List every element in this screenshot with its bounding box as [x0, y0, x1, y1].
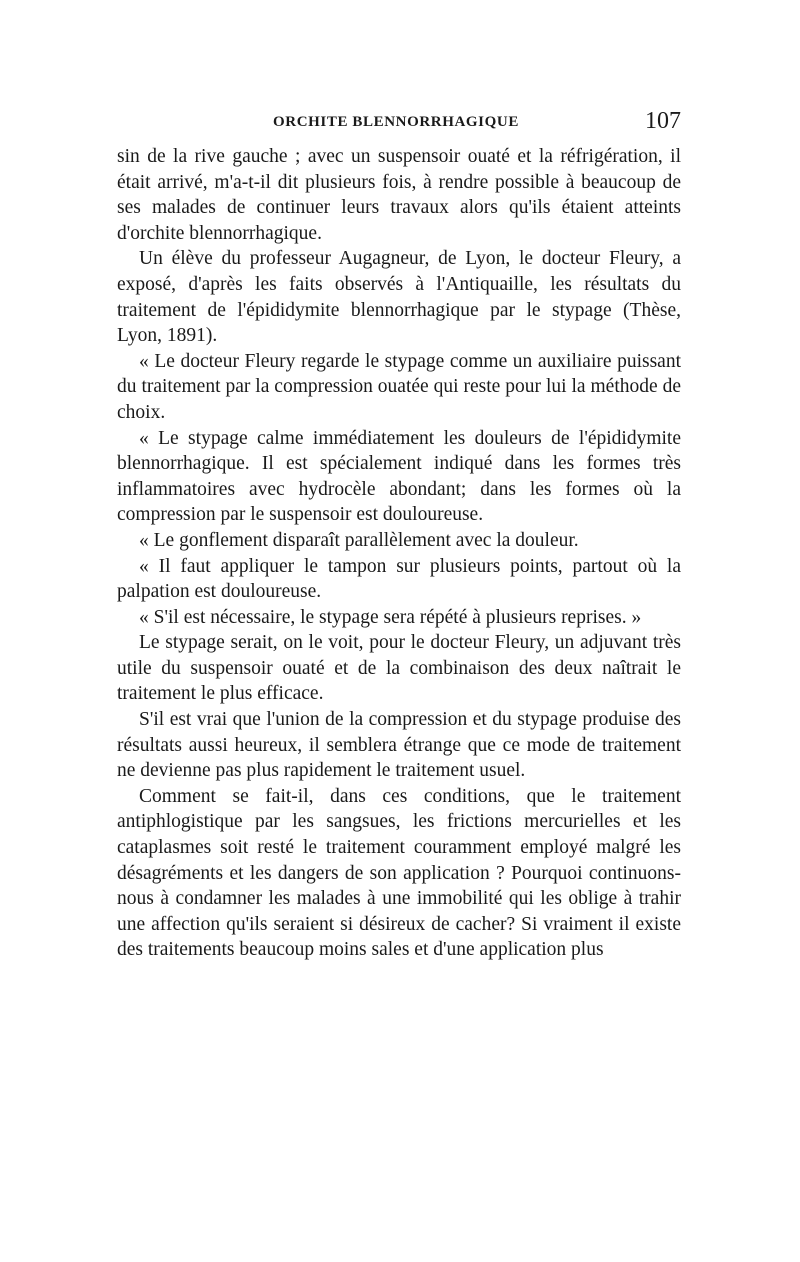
book-page [117, 108, 681, 963]
quote-paragraph: « Le stypage calme immédiatement les douleurs de l'épididymite blennorrhagique. Il est spécialement indiqué dans les formes très inflammatoires avec hydrocèle abondant; dans les formes où la compression par le suspensoir est douloureuse. [117, 427, 681, 526]
paragraph: Un élève du professeur Augagneur, de Lyon, le docteur Fleury, a exposé, d'après les faits observés à l'Antiquaille, les résultats du traitement de l'épididymite blennorrhagique par le stypage (Thèse, Lyon, 1891). [117, 248, 681, 347]
paragraph: Le stypage serait, on le voit, pour le docteur Fleury, un adjuvant très utile du suspensoir ouaté et de la combinaison des deux naîtrait le traitement le plus efficace. [117, 632, 681, 705]
paragraph: S'il est vrai que l'union de la compression et du stypage produise des résultats aussi heureux, il semblera étrange que ce mode de traitement ne devienne pas plus rapidement le traitement usuel. [117, 709, 681, 782]
quote-paragraph: « Le docteur Fleury regarde le stypage comme un auxiliaire puissant du traitement par la compression ouatée qui reste pour lui la méthode de choix. [117, 350, 681, 423]
quote-paragraph: « S'il est nécessaire, le stypage sera répété à plusieurs reprises. » [139, 606, 642, 628]
body-text [117, 144, 681, 963]
paragraph-continuation: sin de la rive gauche ; avec un suspensoir ouaté et la réfrigération, il était arrivé, m'a-t-il dit plusieurs fois, à rendre possible à beaucoup de ses malades de continuer leurs travaux alors qu'ils étaient atteints d'orchite blennorrhagique. [117, 146, 681, 244]
quote-paragraph: « Le gonflement disparaît parallèlement avec la douleur. [139, 529, 579, 551]
page-number: 107 [645, 108, 681, 134]
quote-paragraph: « Il faut appliquer le tampon sur plusieurs points, partout où la palpation est douloureuse. [117, 555, 681, 603]
running-title: ORCHITE BLENNORRHAGIQUE [273, 114, 519, 130]
running-head [117, 108, 681, 144]
paragraph: Comment se fait-il, dans ces conditions, que le traitement antiphlogistique par les sangsues, les frictions mercurielles et les cataplasmes soit resté le traitement couramment employé malgré les désagréments et les dangers de son application ? Pourquoi continuons-nous à condamner les malades à une immobilité qui les oblige à trahir une affection qu'ils seraient si désireux de cacher? Si vraiment il existe des traitements beaucoup moins sales et d'une application plus [117, 785, 681, 961]
